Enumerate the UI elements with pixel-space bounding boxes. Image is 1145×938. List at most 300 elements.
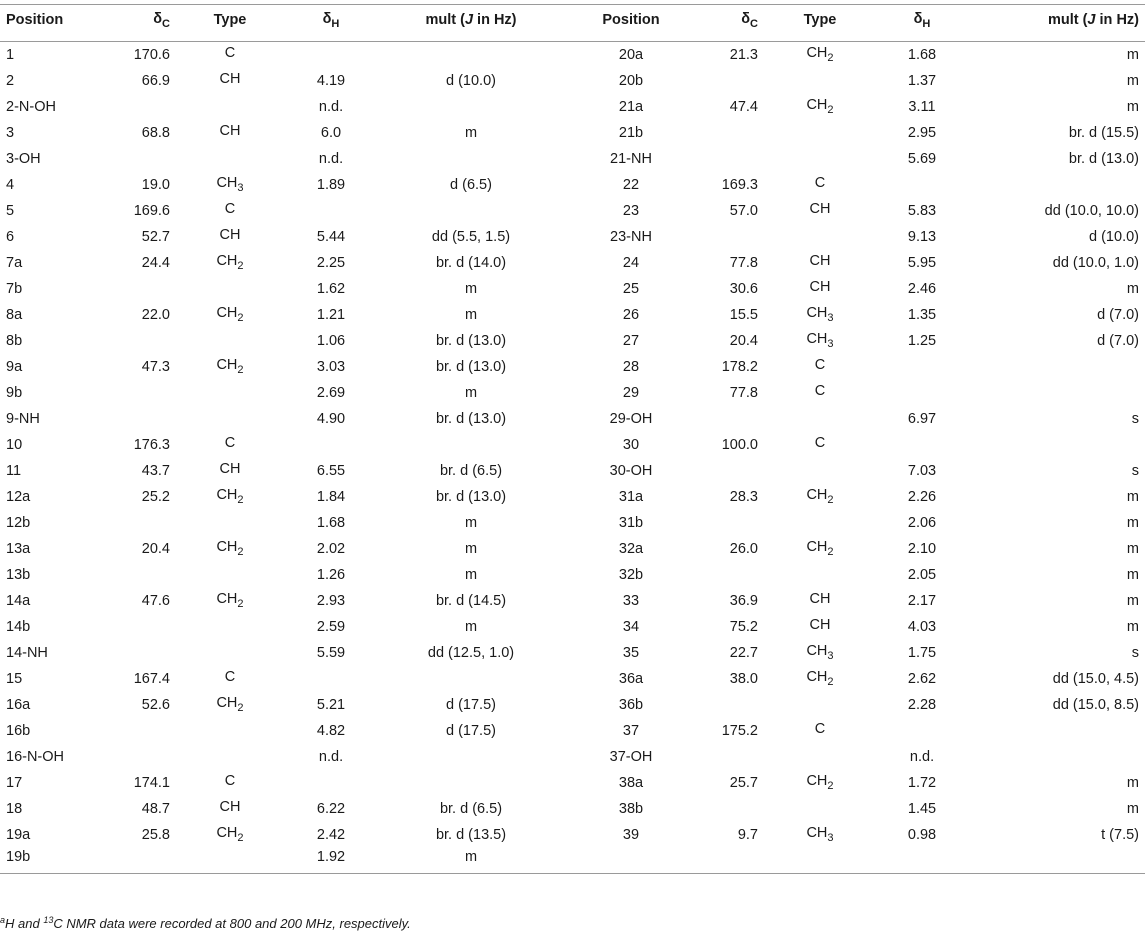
cell-multiplicity: dd (10.0, 1.0) [1052, 254, 1139, 271]
cell-delta-c: 169.3 [721, 176, 758, 193]
cell-delta-h: 2.62 [907, 670, 937, 687]
cell-position: 19b [6, 849, 31, 866]
cell-delta-c: 25.8 [141, 826, 170, 843]
cell-type: CH [219, 461, 241, 477]
cell-multiplicity [378, 666, 564, 692]
cell-position [564, 848, 698, 874]
cell-delta-c: 47.6 [141, 592, 170, 609]
cell-type [764, 68, 876, 94]
cell-multiplicity: br. d (13.0) [435, 410, 507, 427]
table-row [0, 354, 1145, 380]
cell-type [764, 562, 876, 588]
cell-delta-h: 1.62 [316, 280, 346, 297]
header-delta-h-1: $\delta_H$ [284, 5, 378, 42]
cell-type: C [224, 435, 236, 451]
cell-delta-h [876, 432, 968, 458]
cell-delta-c: 22.7 [729, 644, 758, 661]
cell-delta-h: 2.95 [907, 124, 937, 141]
cell-position: 14-NH [6, 644, 48, 661]
cell-position: 35 [622, 644, 640, 661]
cell-position: 7a [6, 254, 23, 271]
table-row [0, 484, 1145, 510]
cell-delta-h: 1.89 [316, 176, 346, 193]
cell-delta-h: n.d. [318, 98, 344, 115]
cell-multiplicity: br. d (13.0) [435, 488, 507, 505]
cell-type: $CH_3$ [806, 825, 834, 844]
cell-position: 36b [618, 696, 644, 713]
cell-position: 5 [6, 202, 15, 219]
cell-position: 4 [6, 176, 15, 193]
cell-position: 29-OH [609, 410, 653, 427]
cell-position: 19a [6, 826, 31, 843]
cell-multiplicity: br. d (13.0) [1068, 150, 1139, 167]
cell-position: 17 [6, 774, 23, 791]
cell-multiplicity: d (10.0) [446, 72, 496, 89]
cell-delta-h: 5.69 [907, 150, 937, 167]
cell-delta-h [876, 354, 968, 380]
cell-delta-h: 0.98 [907, 826, 937, 843]
cell-delta-c: 100.0 [721, 436, 758, 453]
cell-position: 37 [622, 722, 640, 739]
cell-delta-c: 167.4 [133, 670, 170, 687]
cell-delta-c [110, 562, 176, 588]
table-row [0, 666, 1145, 692]
cell-multiplicity: m [464, 124, 478, 141]
cell-position: 8a [6, 306, 23, 323]
cell-delta-h: 1.72 [907, 774, 937, 791]
cell-position: 3-OH [6, 150, 41, 167]
cell-multiplicity: m [464, 306, 478, 323]
cell-delta-c: 169.6 [133, 202, 170, 219]
cell-delta-h: 5.83 [907, 202, 937, 219]
cell-multiplicity [378, 198, 564, 224]
cell-delta-h: 3.03 [316, 358, 346, 375]
cell-multiplicity [378, 432, 564, 458]
cell-position: 21a [618, 98, 644, 115]
cell-delta-c [698, 848, 764, 874]
table-row [0, 94, 1145, 120]
table-row [0, 458, 1145, 484]
cell-type: CH [809, 617, 831, 633]
cell-position: 27 [622, 332, 640, 349]
cell-delta-c: 20.4 [141, 540, 170, 557]
cell-delta-h: 2.69 [316, 384, 346, 401]
cell-multiplicity: m [1126, 280, 1139, 297]
cell-delta-c [698, 120, 764, 146]
cell-type: $CH_2$ [216, 825, 244, 844]
cell-delta-c: 48.7 [141, 800, 170, 817]
cell-position: 16a [6, 696, 31, 713]
cell-multiplicity: m [1126, 592, 1139, 609]
cell-position: 31b [618, 514, 644, 531]
cell-multiplicity: s [1131, 462, 1139, 479]
cell-type [176, 328, 284, 354]
cell-delta-h: 1.25 [907, 332, 937, 349]
table-row [0, 68, 1145, 94]
cell-type [176, 146, 284, 172]
cell-multiplicity [968, 380, 1145, 406]
cell-multiplicity: dd (15.0, 8.5) [1052, 696, 1139, 713]
nmr-data-table [0, 4, 1145, 874]
cell-delta-h: 2.05 [907, 566, 937, 583]
cell-delta-c [110, 94, 176, 120]
cell-type: C [814, 175, 826, 191]
cell-multiplicity [378, 94, 564, 120]
cell-delta-c: 22.0 [141, 306, 170, 323]
cell-multiplicity: m [1126, 540, 1139, 557]
cell-delta-c: 24.4 [141, 254, 170, 271]
cell-type [764, 458, 876, 484]
cell-delta-c [698, 406, 764, 432]
cell-multiplicity [968, 432, 1145, 458]
table-row [0, 744, 1145, 770]
header-type-1: Type [176, 5, 284, 42]
cell-delta-h: 2.26 [907, 488, 937, 505]
cell-delta-h: 2.06 [907, 514, 937, 531]
cell-delta-c: 75.2 [729, 618, 758, 635]
cell-delta-c: 57.0 [729, 202, 758, 219]
cell-delta-c [110, 510, 176, 536]
cell-delta-h [284, 666, 378, 692]
cell-multiplicity: dd (12.5, 1.0) [427, 644, 515, 661]
table-row [0, 588, 1145, 614]
cell-delta-c: 77.8 [729, 384, 758, 401]
cell-multiplicity: m [1126, 72, 1139, 89]
cell-position: 23-NH [610, 228, 652, 245]
cell-multiplicity: d (17.5) [446, 722, 496, 739]
cell-delta-h: 2.59 [316, 618, 346, 635]
cell-delta-c [110, 640, 176, 666]
cell-delta-h: 1.35 [907, 306, 937, 323]
cell-position: 23 [622, 202, 640, 219]
table-row [0, 614, 1145, 640]
cell-delta-c [698, 68, 764, 94]
cell-multiplicity: m [1126, 800, 1139, 817]
cell-delta-c [698, 458, 764, 484]
cell-delta-h [876, 718, 968, 744]
cell-type [176, 380, 284, 406]
cell-type: CH [219, 799, 241, 815]
cell-position: 25 [622, 280, 640, 297]
cell-position: 32a [618, 540, 644, 557]
cell-delta-h [284, 42, 378, 68]
table-row [0, 120, 1145, 146]
cell-type: C [814, 721, 826, 737]
cell-multiplicity: m [1126, 774, 1139, 791]
cell-delta-c [110, 614, 176, 640]
header-delta-h-2: $\delta_H$ [876, 5, 968, 42]
cell-type: C [814, 435, 826, 451]
cell-delta-h [284, 770, 378, 796]
cell-type: C [814, 383, 826, 399]
cell-delta-h: 5.95 [907, 254, 937, 271]
cell-type [176, 406, 284, 432]
cell-position: 1 [6, 46, 15, 63]
cell-delta-c: 176.3 [133, 436, 170, 453]
cell-type [764, 224, 876, 250]
cell-delta-h: 2.28 [907, 696, 937, 713]
cell-delta-h: n.d. [318, 748, 344, 765]
cell-multiplicity: br. d (13.5) [435, 826, 507, 843]
cell-position: 24 [622, 254, 640, 271]
cell-type [764, 146, 876, 172]
cell-delta-h [284, 432, 378, 458]
header-position-2: Position [564, 5, 698, 42]
cell-type [764, 796, 876, 822]
cell-position: 21-NH [610, 150, 652, 167]
cell-position: 13b [6, 566, 31, 583]
cell-type [176, 614, 284, 640]
cell-position: 2-N-OH [6, 98, 56, 115]
header-mult-2: mult (J in Hz) [968, 5, 1145, 42]
cell-delta-h: 2.02 [316, 540, 346, 557]
cell-type [176, 718, 284, 744]
cell-multiplicity: br. d (6.5) [439, 800, 503, 817]
header-delta-c-2: $\delta_C$ [698, 5, 764, 42]
cell-delta-h: 1.26 [316, 566, 346, 583]
table-footnote: $^a$H and $^{13}$C NMR data were recorded at 800 and 200 MHz, respectively. [0, 915, 411, 931]
cell-multiplicity: m [464, 540, 478, 557]
cell-multiplicity: m [1126, 46, 1139, 63]
cell-delta-c: 178.2 [721, 358, 758, 375]
cell-delta-c [110, 380, 176, 406]
cell-multiplicity: dd (15.0, 4.5) [1052, 670, 1139, 687]
cell-type: CH [809, 201, 831, 217]
cell-position: 34 [622, 618, 640, 635]
table-row [0, 172, 1145, 198]
table-row [0, 302, 1145, 328]
cell-delta-c [698, 744, 764, 770]
cell-position: 32b [618, 566, 644, 583]
cell-delta-h: 2.10 [907, 540, 937, 557]
cell-delta-c: 25.7 [729, 774, 758, 791]
cell-delta-h: 3.11 [908, 98, 936, 115]
cell-type: CH [219, 123, 241, 139]
cell-delta-c [110, 718, 176, 744]
cell-delta-h: 4.19 [316, 72, 346, 89]
cell-position: 12b [6, 514, 31, 531]
cell-type: $CH_2$ [216, 305, 244, 324]
cell-type: $CH_2$ [806, 45, 834, 65]
cell-delta-c [698, 224, 764, 250]
cell-multiplicity: br. d (6.5) [439, 462, 503, 479]
cell-type [176, 562, 284, 588]
table-row [0, 380, 1145, 406]
cell-delta-c: 30.6 [729, 280, 758, 297]
cell-delta-h: 1.75 [907, 644, 937, 661]
cell-position: 28 [622, 358, 640, 375]
cell-multiplicity [968, 354, 1145, 380]
cell-multiplicity: m [1126, 488, 1139, 505]
cell-position: 12a [6, 488, 31, 505]
header-delta-c-1: $\delta_C$ [110, 5, 176, 42]
cell-position: 31a [618, 488, 644, 505]
cell-delta-h: 6.0 [320, 124, 342, 141]
table-row [0, 146, 1145, 172]
cell-delta-c: 43.7 [141, 462, 170, 479]
cell-position: 6 [6, 228, 15, 245]
cell-delta-h: 1.92 [316, 849, 346, 866]
cell-delta-c: 36.9 [729, 592, 758, 609]
cell-delta-h: n.d. [318, 150, 344, 167]
cell-multiplicity: br. d (15.5) [1068, 124, 1139, 141]
table-row [0, 250, 1145, 276]
cell-type: $CH_3$ [806, 305, 834, 324]
cell-type: $CH_2$ [216, 539, 244, 558]
cell-multiplicity: d (7.0) [1097, 306, 1139, 323]
cell-delta-c: 170.6 [133, 46, 170, 63]
cell-type [764, 848, 876, 874]
cell-position: 22 [622, 176, 640, 193]
cell-position: 9-NH [6, 410, 40, 427]
cell-type: $CH_2$ [806, 539, 834, 558]
cell-type [764, 406, 876, 432]
table-row [0, 276, 1145, 302]
cell-position: 39 [622, 826, 640, 843]
table-row [0, 692, 1145, 718]
cell-multiplicity: br. d (14.0) [435, 254, 507, 271]
cell-delta-h: 1.37 [907, 72, 937, 89]
cell-delta-c [110, 328, 176, 354]
cell-delta-c: 175.2 [721, 722, 758, 739]
cell-delta-c: 15.5 [729, 306, 758, 323]
cell-delta-h: 5.21 [316, 696, 346, 713]
cell-multiplicity: br. d (13.0) [435, 332, 507, 349]
cell-delta-c: 21.3 [729, 46, 758, 63]
cell-position: 30 [622, 436, 640, 453]
header-mult-1: mult (J in Hz) [378, 5, 564, 42]
cell-delta-h [876, 380, 968, 406]
cell-type: CH [809, 279, 831, 295]
cell-position: 16-N-OH [6, 748, 65, 765]
cell-type: CH [809, 591, 831, 607]
cell-type [176, 276, 284, 302]
table-row [0, 848, 1145, 874]
nmr-data-table-container [0, 4, 1145, 874]
cell-multiplicity: m [464, 384, 478, 401]
cell-type [176, 94, 284, 120]
cell-position: 9b [6, 384, 23, 401]
cell-type: $CH_3$ [806, 331, 834, 350]
cell-delta-c [698, 562, 764, 588]
cell-position: 7b [6, 280, 23, 297]
cell-multiplicity: m [1126, 514, 1139, 531]
cell-type [176, 510, 284, 536]
cell-delta-c: 47.4 [729, 98, 758, 115]
table-header-row [0, 5, 1145, 42]
cell-delta-h [284, 198, 378, 224]
cell-delta-c: 20.4 [729, 332, 758, 349]
cell-multiplicity: d (17.5) [446, 696, 496, 713]
cell-delta-c: 9.7 [737, 826, 758, 843]
cell-delta-h: n.d. [909, 748, 935, 765]
table-row [0, 328, 1145, 354]
cell-delta-h: 2.42 [316, 826, 346, 843]
cell-type: $CH_2$ [216, 253, 244, 272]
cell-position: 14a [6, 592, 31, 609]
cell-delta-h: 6.97 [907, 410, 937, 427]
cell-delta-c [110, 848, 176, 874]
cell-type: CH [809, 253, 831, 269]
cell-type: $CH_3$ [806, 643, 834, 662]
header-position-1: Position [0, 5, 110, 42]
cell-multiplicity: br. d (14.5) [435, 592, 507, 609]
table-row [0, 510, 1145, 536]
cell-type: $CH_2$ [216, 591, 244, 610]
cell-type [764, 744, 876, 770]
cell-delta-c: 25.2 [141, 488, 170, 505]
cell-type: $CH_2$ [806, 773, 834, 792]
cell-delta-h: 2.17 [907, 592, 937, 609]
cell-multiplicity: s [1131, 644, 1139, 661]
cell-type [764, 510, 876, 536]
cell-type: $CH_3$ [216, 175, 244, 194]
cell-delta-c [110, 276, 176, 302]
cell-position: 14b [6, 618, 31, 635]
table-row [0, 562, 1145, 588]
cell-delta-h: 1.21 [316, 306, 346, 323]
cell-type: C [224, 45, 236, 62]
cell-position: 26 [622, 306, 640, 323]
cell-delta-h: 1.06 [316, 332, 346, 349]
cell-position: 36a [618, 670, 644, 687]
cell-delta-h: 1.68 [907, 46, 937, 63]
cell-multiplicity: t (7.5) [1101, 826, 1139, 843]
cell-multiplicity [968, 172, 1145, 198]
cell-delta-h [876, 848, 968, 874]
cell-position: 10 [6, 436, 23, 453]
cell-position: 38a [618, 774, 644, 791]
table-row [0, 198, 1145, 224]
cell-delta-c: 28.3 [729, 488, 758, 505]
cell-multiplicity: s [1131, 410, 1139, 427]
cell-delta-c: 77.8 [729, 254, 758, 271]
cell-multiplicity: br. d (13.0) [435, 358, 507, 375]
cell-delta-c: 38.0 [729, 670, 758, 687]
cell-multiplicity [378, 744, 564, 770]
table-row [0, 432, 1145, 458]
cell-type: $CH_2$ [806, 97, 834, 116]
cell-multiplicity: m [464, 514, 478, 531]
cell-multiplicity: dd (5.5, 1.5) [431, 228, 511, 245]
table-row [0, 718, 1145, 744]
cell-multiplicity: d (6.5) [450, 176, 492, 193]
table-row [0, 42, 1145, 68]
cell-delta-c [110, 744, 176, 770]
cell-position: 2 [6, 72, 15, 89]
cell-multiplicity: m [1126, 618, 1139, 635]
cell-type [176, 848, 284, 874]
table-row [0, 406, 1145, 432]
cell-multiplicity: d (7.0) [1097, 332, 1139, 349]
cell-delta-h: 2.46 [907, 280, 937, 297]
cell-type: CH [219, 71, 241, 87]
cell-delta-c: 52.7 [141, 228, 170, 245]
cell-multiplicity: dd (10.0, 10.0) [1044, 202, 1139, 219]
cell-delta-c [698, 510, 764, 536]
cell-delta-h: 6.55 [316, 462, 346, 479]
cell-delta-c: 52.6 [141, 696, 170, 713]
cell-position: 21b [618, 124, 644, 141]
table-row [0, 796, 1145, 822]
cell-position: 16b [6, 722, 31, 739]
cell-delta-c: 68.8 [141, 124, 170, 141]
cell-position: 15 [6, 670, 23, 687]
table-row [0, 770, 1145, 796]
cell-delta-h: 2.25 [316, 254, 346, 271]
cell-multiplicity [968, 848, 1145, 874]
cell-position: 11 [6, 462, 22, 479]
